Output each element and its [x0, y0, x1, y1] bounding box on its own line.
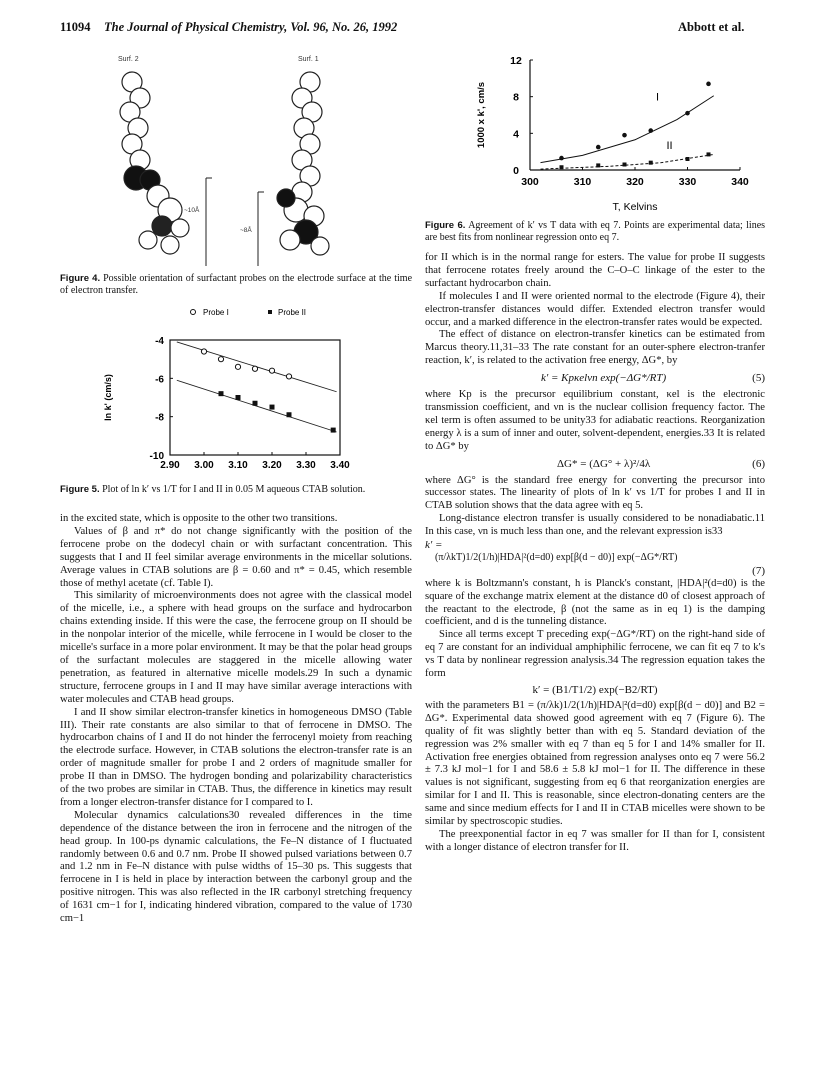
- equation-7-lhs: k′ =: [425, 539, 443, 552]
- x-tick-label: 320: [626, 176, 644, 188]
- annotation-II: II: [666, 139, 673, 152]
- data-point: [596, 145, 601, 150]
- fig4-caption: Figure 4. Possible orientation of surfactant probes on the electrode surface at the time of electron transfer.: [60, 273, 413, 296]
- x-tick-label: 310: [573, 176, 592, 188]
- page-number: 11094: [60, 20, 91, 34]
- x-tick-label: 3.00: [194, 460, 214, 471]
- equation-5: k′ = Kpκelνn exp(−ΔG*/RT) (5): [540, 372, 765, 385]
- paragraph: for II which is in the normal range for esters. The value for probe II suggests that ferrocene rotates freely around the C–O–C linkage of the ester to the surfactant hydrocarbon chain.: [425, 252, 765, 289]
- y-tick-label: 8: [513, 91, 519, 104]
- paragraph: Molecular dynamics calculations30 revealed differences in the time dependence of the distance between the iron in ferrocene and the nitrogen of the head group. In 100-ps dynamic calculations, the Fe–N distance of I fluctuated randomly between 0.6 and 0.7 nm. Probe II showed pulsed variations between 0.7 and 1.2 nm in Fe–N distance with pulse widths of 15–30 ps. This suggests that ferrocene in I is held in place by interaction between the carbonyl group and the positive nitrogen. This was also reflected in the IR carbonyl stretching frequency of 1631 cm−1 for I, indicating hindered vibration, compared to the value of 1730 cm−1: [60, 809, 412, 925]
- data-point: [219, 391, 224, 396]
- x-tick-label: 2.90: [160, 460, 180, 471]
- data-point: [559, 156, 564, 161]
- label-surf-2: Surf. 2: [118, 56, 139, 63]
- fit-line: [177, 380, 337, 432]
- paragraph: I and II show similar electron-transfer kinetics in homogeneous DMSO (Table III). Their rate constants are also similar to that of ferrocene in DMSO. The hydrocarbon chains of I and II do not hinder the ferrocenyl moiety from reaching the electrode surface. However, in CTAB solutions the electron-transfer rate is an order of magnitude smaller for probe I and 2 orders of magnitude smaller for probe II than in DMSO. The hydrogen bonding and polarizability characteristics of the two probes are similar in CTAB. Thus, the difference in kinetics may result from a longer electron-transfer distance for I compared to I.: [60, 706, 412, 808]
- data-point: [707, 152, 711, 156]
- y-axis-label: ln k' (cm/s): [103, 374, 113, 421]
- data-point: [286, 374, 291, 379]
- data-point: [218, 357, 223, 362]
- surfactant-probe-2: [120, 72, 189, 254]
- data-point: [287, 412, 292, 417]
- right-column-text: [425, 252, 765, 855]
- data-point: [560, 165, 564, 169]
- y-tick-label: -6: [155, 374, 164, 386]
- x-axis-label: T, Kelvins: [612, 201, 658, 213]
- fig5-caption: Figure 5. Plot of ln k′ vs 1/T for I and II in 0.05 M aqueous CTAB solution.: [60, 484, 366, 495]
- paragraph: where k is Boltzmann's constant, h is Planck's constant, |HDA|²(d=d0) is the square of the exchange matrix element at the distance d0 of closest approach of the reactant to the electrode, β (not the same as in eq 1) is the damping coefficient, and d is the tunneling distance.: [425, 577, 765, 628]
- data-point: [686, 157, 690, 161]
- x-tick-label: 300: [521, 176, 539, 188]
- fig6-caption: Figure 6. Agreement of k′ vs T data with eq 7. Points are experimental data; lines are best fits from nonlinear regression onto eq 7.: [425, 220, 766, 243]
- y-tick-label: 4: [513, 128, 519, 141]
- y-tick-label: 0: [513, 165, 519, 177]
- y-tick-label: -10: [149, 451, 164, 462]
- surfactant-probe-1: [277, 72, 329, 255]
- x-tick-label: 340: [731, 176, 749, 188]
- authors: Abbott et al.: [678, 20, 745, 34]
- data-point: [235, 364, 240, 369]
- paragraph: Values of β and π* do not change significantly with the position of the ferrocene probe on the dodecyl chain or with surfactant concentration. This suggests that I and II feel similar average environments in the micellar solutions. Average values in CTAB solutions are β = 0.60 and π* = 0.45, which resemble those of methyl acetate (cf. Table I).: [60, 525, 412, 589]
- equation-regression: k′ = (B1/T1/2) exp(−B2/RT): [532, 684, 658, 696]
- data-point: [648, 128, 653, 133]
- fit-curve: [541, 96, 714, 163]
- data-point: [331, 428, 336, 433]
- equation-6: ΔG* = (ΔG° + λ)²/4λ (6): [556, 457, 765, 470]
- y-tick-label: -8: [155, 412, 164, 424]
- journal-title: The Journal of Physical Chemistry, Vol. 96, No. 26, 1992: [104, 20, 398, 34]
- data-point: [236, 395, 241, 400]
- data-point: [649, 161, 653, 165]
- paragraph: If molecules I and II were oriented normal to the electrode (Figure 4), their electron-transfer distances would differ. Extended electron transfer would occur, and a marked difference in the electron-transfer rates would be expected.: [425, 290, 765, 328]
- data-point: [252, 366, 257, 371]
- data-point: [706, 82, 711, 87]
- paragraph: The effect of distance on electron-transfer kinetics can be estimated from Marcus theory.11,31–33 The rate constant for an outer-sphere electron-tranfer reaction, k′, is related to the activation free energy, ΔG*, by: [425, 329, 765, 367]
- x-tick-label: 3.20: [262, 460, 282, 471]
- data-point: [201, 349, 206, 354]
- fig4-diagram: [110, 50, 360, 270]
- x-tick-label: 3.10: [228, 460, 248, 471]
- paragraph: The preexponential factor in eq 7 was smaller for II than for I, consistent with a longer distance of electron transfer for II.: [425, 828, 765, 853]
- fit-curve: [541, 154, 714, 169]
- equation-7-number: (7): [752, 564, 765, 577]
- y-tick-label: 12: [510, 55, 522, 67]
- y-axis-label: 1000 x k', cm/s: [476, 81, 487, 149]
- legend-marker-probe-2: [268, 310, 272, 314]
- dist-label-1: ~10Å: [184, 207, 200, 214]
- paragraph: where ΔG° is the standard free energy for converting the precursor into successor states. The linearity of plots of ln k′ vs 1/T for probes I and II in CTAB solution shows that the data agree with eq 5.: [425, 474, 765, 512]
- data-point: [269, 368, 274, 373]
- data-point: [270, 405, 275, 410]
- paragraph: in the excited state, which is opposite to the other two transitions.: [60, 513, 338, 524]
- y-tick-label: -4: [155, 336, 164, 347]
- plot-frame: [170, 340, 340, 455]
- dist-label-2: ~8Å: [240, 227, 252, 234]
- x-tick-label: 330: [678, 176, 697, 188]
- legend-marker-probe-1: [191, 310, 196, 315]
- paragraph: with the parameters B1 = (π/λk)1/2(1/h)|HDA|²(d=d0) exp[β(d − d0)] and B2 = ΔG*. Experimental data showed good agreement with eq 7 (Figure 6). The quality of fit was slightly better than with eq 5. Standard deviation of the regression was 2% smaller with eq 7 than eq 5 for I and 14% smaller for II. Activation free energies obtained from regression analyses onto eq 7 were 56.2 ± 7.3 kJ mol−1 for I and 58.6 ± 5.8 kJ mol−1 for II. The difference in these values is not significant, suggesting from eq 6 that reorganization energies are similar for I and II. This is reasonable, since electron-donating centers are the same and since medium effects for I and II in CTAB micelles were shown to be similar by spectroscopic studies.: [425, 699, 765, 828]
- data-point: [685, 111, 690, 116]
- data-point: [596, 163, 600, 167]
- fig6-chart: [450, 44, 750, 218]
- fig5-chart: [95, 300, 385, 480]
- data-point: [623, 163, 627, 167]
- label-surf-1: Surf. 1: [298, 56, 319, 63]
- paragraph: Long-distance electron transfer is usually considered to be nonadiabatic.11 In this case, νn is much less than one, and the relevant expression is33: [425, 513, 765, 538]
- equation-7: (π/λkT)1/2(1/h)|HDA|²(d=d0) exp[β(d − d0)] exp(−ΔG*/RT): [435, 551, 678, 563]
- legend-label-probe-1: Probe I: [203, 308, 229, 317]
- x-tick-label: 3.30: [296, 460, 316, 471]
- legend-label-probe-2: Probe II: [278, 308, 307, 317]
- paragraph: where Kp is the precursor equilibrium constant, κel is the electronic transmission coefficient, and νn is the nuclear collision frequency factor. The κel term is often assumed to be unity33 for adiabatic reactions. Reorganization energy λ is a sum of inner and outer, solvent-dependent, energies.33 It is related to ΔG* by: [425, 389, 765, 452]
- data-point: [253, 401, 258, 406]
- left-column-text: [60, 513, 412, 926]
- paragraph: This similarity of microenvironments does not agree with the classical model of the micelle, i.e., a sphere with head groups on the surface and hydrocarbon chains extending inside. If this were the case, the ferrocene group on II should be in the nonpolar interior of the micelle, while ferrocene in I would be closer to the micelle's surface in a more polar environment. It may be that the polar head groups of the surfactant molecules are staggered in the micelle allowing water penetration, as featured in alternative micelle models.29 In such a dynamic structure, ferrocene groups in I and II may have similar average interactions with water molecules and CTAB head groups.: [60, 590, 412, 705]
- annotation-I: I: [656, 91, 660, 104]
- x-tick-label: 3.40: [330, 460, 350, 471]
- data-point: [622, 133, 627, 138]
- paragraph: Since all terms except T preceding exp(−ΔG*/RT) on the right-hand side of eq 7 are constant for an individual amphiphilic ferrocene, we can fit eq 7 to k′s vs T data by nonlinear regression analysis.34 The regression equation takes the form: [425, 629, 765, 680]
